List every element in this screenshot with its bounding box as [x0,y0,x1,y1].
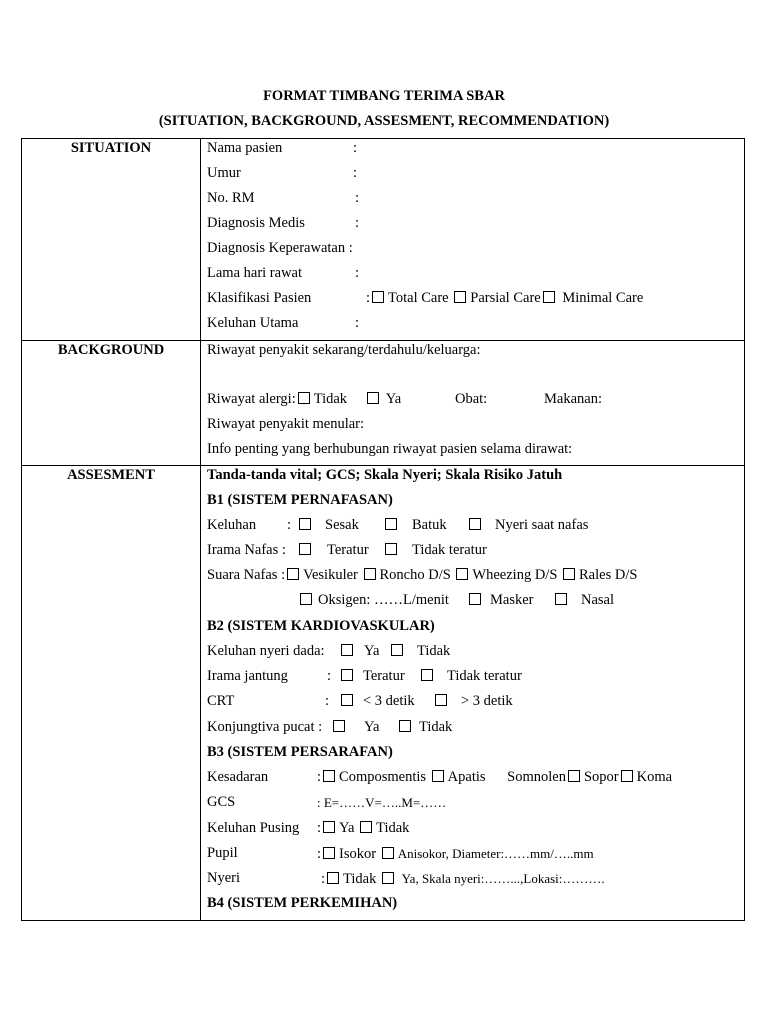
nyeri-nafas-label: Nyeri saat nafas [495,517,589,533]
vital-signs-heading: Tanda-tanda vital; GCS; Skala Nyeri; Skala Risiko Jatuh [207,467,563,483]
irama-jantung-label: Irama jantung [207,668,288,684]
umur-row [207,165,358,182]
jantung-teratur-label: Teratur [363,668,405,684]
irama-tidak-teratur-checkbox[interactable] [385,543,397,555]
pusing-tidak-checkbox[interactable] [360,821,372,833]
form-title: FORMAT TIMBANG TERIMA SBAR [263,88,505,104]
koma-checkbox[interactable] [621,770,633,782]
jantung-teratur-checkbox[interactable] [341,669,353,681]
nyeri-ya-checkbox[interactable] [382,872,394,884]
keluhan-utama-row [207,315,360,332]
konjungtiva-label: Konjungtiva pucat : [207,719,323,735]
alergi-tidak-label: Tidak [313,391,348,407]
colon: : [353,140,358,156]
colon: : [287,517,292,533]
pusing-tidak-label: Tidak [376,820,410,836]
riwayat-alergi-row [207,391,602,408]
pupil-row [207,845,594,862]
column-divider [200,139,201,920]
kesadaran-label: Kesadaran [207,769,269,785]
sesak-label: Sesak [325,517,359,533]
colon: : [355,265,360,281]
batuk-label: Batuk [412,517,447,533]
vesikuler-checkbox[interactable] [287,568,299,580]
pusing-options: : Ya Tidak [317,820,410,836]
riwayat-alergi-label: Riwayat alergi: [207,391,296,407]
wheezing-checkbox[interactable] [456,568,468,580]
irama-teratur-label: Teratur [327,542,369,558]
irama-jantung-row [207,668,522,685]
colon: : [325,693,330,709]
batuk-checkbox[interactable] [385,518,397,530]
parsial-care-checkbox[interactable] [454,291,466,303]
crt-lt3-checkbox[interactable] [341,694,353,706]
nyeri-dada-tidak-checkbox[interactable] [391,644,403,656]
b2-heading: B2 (SISTEM KARDIOVASKULAR) [207,618,435,634]
parsial-care-label: Parsial Care [470,290,541,306]
nyeri-dada-ya-label: Ya [364,643,380,659]
total-care-checkbox[interactable] [372,291,384,303]
nyeri-dada-row [207,643,451,660]
konjungtiva-tidak-label: Tidak [419,719,453,735]
konjungtiva-ya-label: Ya [364,719,380,735]
roncho-label: Roncho D/S [379,567,451,583]
nyeri-dada-tidak-label: Tidak [417,643,451,659]
crt-row [207,693,513,710]
roncho-checkbox[interactable] [364,568,376,580]
crt-label: CRT [207,693,235,709]
irama-teratur-checkbox[interactable] [299,543,311,555]
masker-label: Masker [490,592,534,608]
info-penting-row: Info penting yang berhubungan riwayat pasien selama dirawat: [207,441,573,457]
row-divider-background [22,340,744,341]
gcs-row [207,794,447,811]
somnolen-label: Somnolen [507,769,566,785]
form-subtitle: (SITUATION, BACKGROUND, ASSESMENT, RECOMMENDATION) [158,113,610,129]
pusing-ya-label: Ya [339,820,355,836]
pupil-label: Pupil [207,845,238,861]
klasifikasi-row [207,290,644,307]
b3-heading: B3 (SISTEM PERSARAFAN) [207,744,393,760]
diagnosis-keperawatan-row [207,240,353,257]
rales-checkbox[interactable] [563,568,575,580]
colon: : [355,315,360,331]
colon: : [327,668,332,684]
nama-pasien-row [207,140,358,157]
keluhan-pusing-label: Keluhan Pusing [207,820,300,836]
pupil-options: : Isokor Anisokor, Diameter:……mm/…..mm [317,846,594,862]
nyeri-ya-label: Ya, Skala nyeri:……...,Lokasi:………. [401,871,605,886]
nyeri-nafas-checkbox[interactable] [469,518,481,530]
situation-label: SITUATION [70,140,152,156]
oksigen-checkbox[interactable] [300,593,312,605]
nyeri-tidak-label: Tidak [343,871,377,887]
nyeri-dada-label: Keluhan nyeri dada: [207,643,325,659]
isokor-label: Isokor [339,846,377,862]
irama-nafas-label: Irama Nafas : [207,542,286,558]
total-care-label: Total Care [388,290,449,306]
composmentis-checkbox[interactable] [323,770,335,782]
vesikuler-label: Vesikuler [303,567,358,583]
apatis-checkbox[interactable] [432,770,444,782]
alergi-tidak-checkbox[interactable] [298,392,310,404]
kesadaran-row [207,769,673,786]
irama-nafas-row [207,542,487,559]
b4-heading: B4 (SISTEM PERKEMIHAN) [207,895,398,911]
nasal-label: Nasal [581,592,615,608]
keluhan-pusing-row [207,820,410,837]
minimal-care-label: Minimal Care [562,290,644,306]
klasifikasi-options: : Total Care Parsial Care Minimal Care [366,290,644,306]
koma-label: Koma [636,769,673,785]
crt-gt3-checkbox[interactable] [435,694,447,706]
sopor-label: Sopor [583,769,619,785]
jantung-tidak-teratur-label: Tidak teratur [447,668,522,684]
crt-lt3-label: < 3 detik [363,693,415,709]
diagnosis-medis-label: Diagnosis Medis [207,215,305,231]
anisokor-label: Anisokor, Diameter:……mm/…..mm [397,846,594,861]
suara-nafas-row [207,567,637,584]
klasifikasi-label: Klasifikasi Pasien [207,290,312,306]
alergi-ya-label: Ya [385,391,402,407]
konjungtiva-tidak-checkbox[interactable] [399,720,411,732]
nyeri-label: Nyeri [207,870,241,886]
masker-checkbox[interactable] [469,593,481,605]
pusing-ya-checkbox[interactable] [323,821,335,833]
diagnosis-medis-row [207,215,360,232]
oksigen-label: Oksigen: ……L/menit [318,592,449,608]
no-rm-row [207,190,360,207]
nama-pasien-label: Nama pasien [207,140,283,156]
colon: : [353,165,358,181]
b1-keluhan-label: Keluhan [207,517,257,533]
colon: : [355,215,360,231]
diagnosis-keperawatan-label: Diagnosis Keperawatan : [207,240,353,256]
lama-hari-rawat-label: Lama hari rawat [207,265,303,281]
nasal-checkbox[interactable] [555,593,567,605]
somnolen-sopor-checkbox[interactable] [568,770,580,782]
gcs-label: GCS [207,794,236,810]
nyeri-row [207,870,605,887]
rales-label: Rales D/S [579,567,638,583]
wheezing-label: Wheezing D/S [472,567,558,583]
row-divider-assesment [22,465,744,466]
kesadaran-options: : Composmentis Apatis Somnolen Sopor Koma [317,769,673,785]
makanan-label: Makanan: [544,391,602,407]
colon: : [355,190,360,206]
konjungtiva-ya-checkbox[interactable] [333,720,345,732]
riwayat-penyakit-row: Riwayat penyakit sekarang/terdahulu/keluarga: [207,342,481,358]
composmentis-label: Composmentis [339,769,427,785]
nyeri-tidak-checkbox[interactable] [327,872,339,884]
obat-label: Obat: [455,391,488,407]
b1-keluhan-row [207,517,589,534]
suara-nafas-label: Suara Nafas : [207,567,286,583]
lama-hari-rawat-row [207,265,360,282]
isokor-checkbox[interactable] [323,847,335,859]
jantung-tidak-teratur-checkbox[interactable] [421,669,433,681]
nyeri-options: : Tidak Ya, Skala nyeri:……...,Lokasi:………. [321,871,605,887]
background-label: BACKGROUND [57,342,165,358]
apatis-label: Apatis [447,769,486,785]
minimal-care-checkbox[interactable] [543,291,555,303]
umur-label: Umur [207,165,241,181]
sbar-form [21,138,745,921]
irama-tidak-teratur-label: Tidak teratur [412,542,487,558]
konjungtiva-row [207,719,453,736]
gcs-value: : E=……V=…..M=…… [317,795,447,810]
sesak-checkbox[interactable] [299,518,311,530]
keluhan-utama-label: Keluhan Utama [207,315,299,331]
crt-gt3-label: > 3 detik [461,693,513,709]
alergi-ya-checkbox[interactable] [367,392,379,404]
riwayat-menular-row: Riwayat penyakit menular: [207,416,365,432]
nyeri-dada-ya-checkbox[interactable] [341,644,353,656]
b1-heading: B1 (SISTEM PERNAFASAN) [207,492,393,508]
assesment-label: ASSESMENT [67,467,155,483]
no-rm-label: No. RM [207,190,255,206]
anisokor-checkbox[interactable] [382,847,394,859]
